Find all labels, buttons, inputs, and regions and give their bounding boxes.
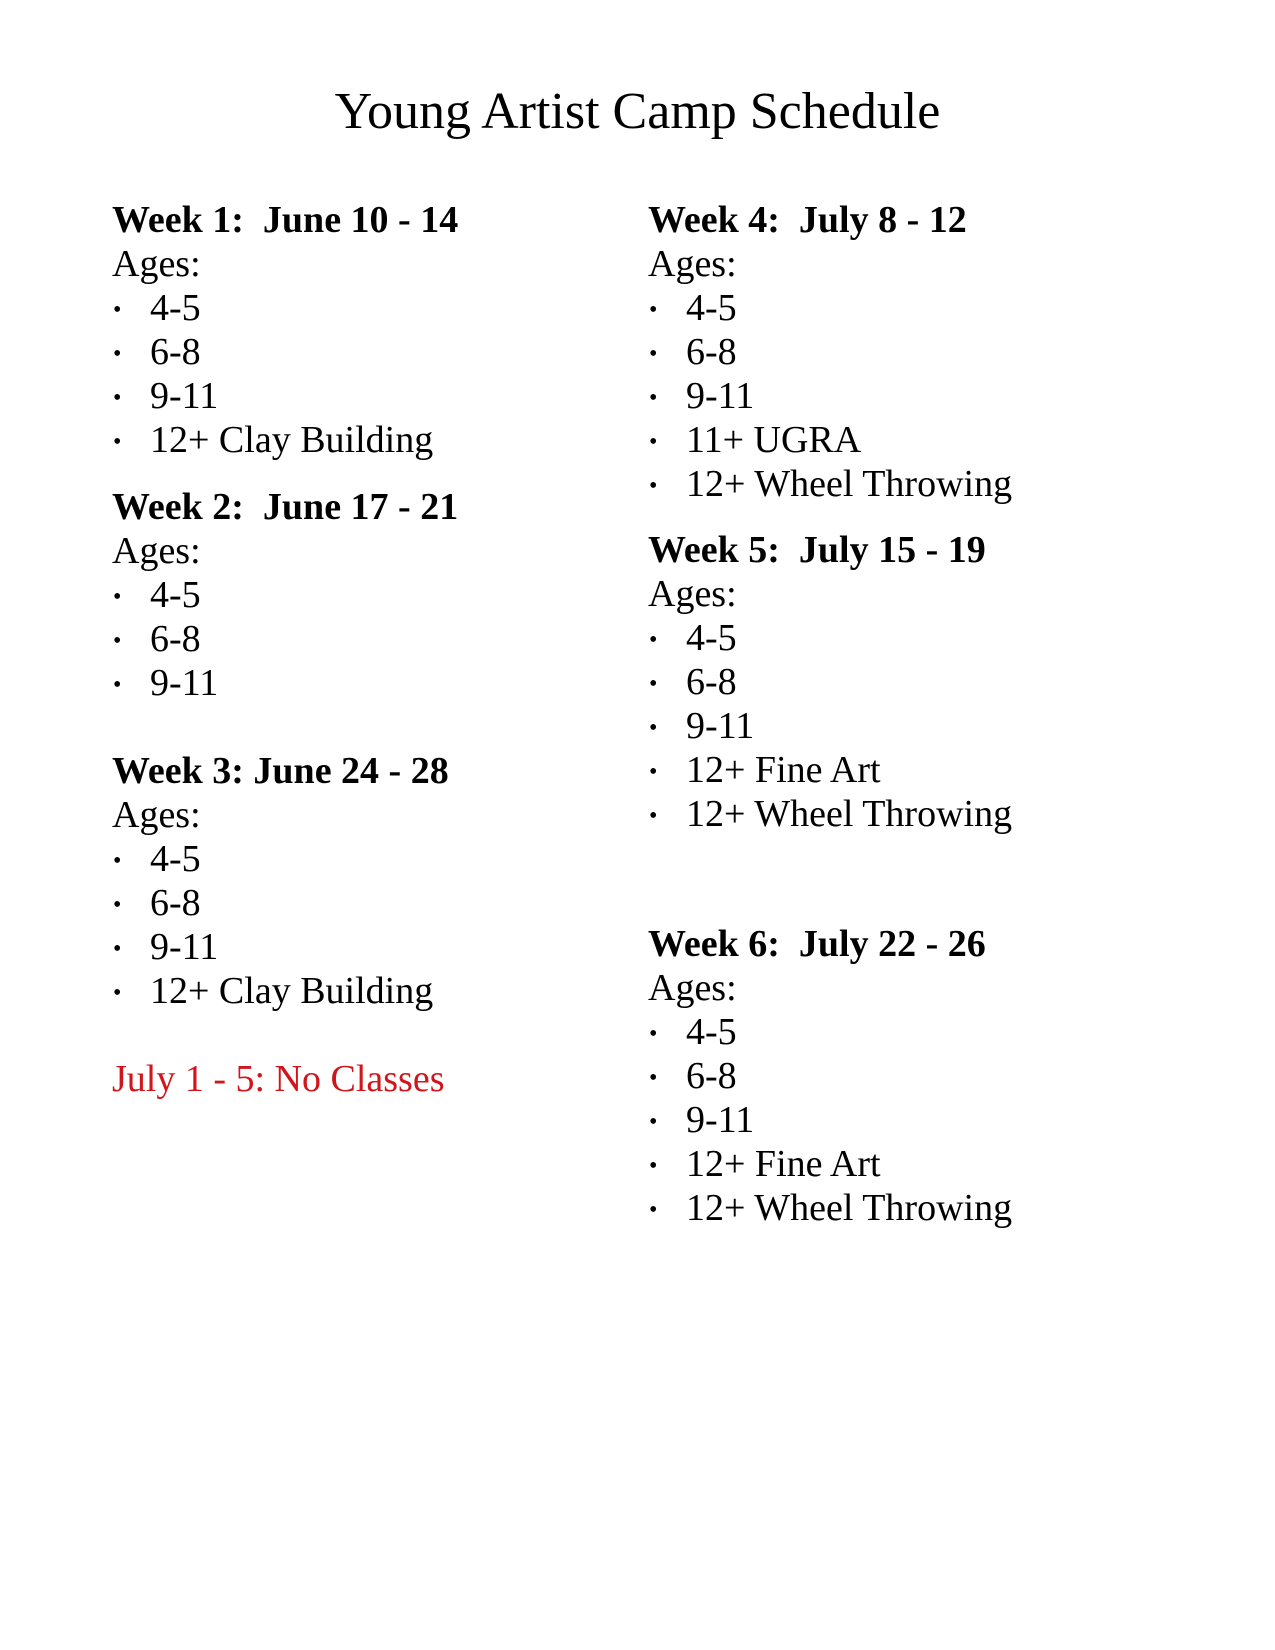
list-item xyxy=(648,462,1208,506)
week-1-heading: Week 1: June 10 - 14 xyxy=(112,199,459,241)
list-item xyxy=(648,1098,1208,1142)
bullet-icon: • xyxy=(649,627,658,653)
age-group-label: 6-8 xyxy=(686,661,737,703)
spacer xyxy=(112,462,632,485)
spacer xyxy=(648,836,1208,922)
week-3-section xyxy=(112,749,632,1013)
week-3-heading: Week 3: June 24 - 28 xyxy=(112,750,449,792)
ages-label: Ages: xyxy=(112,794,201,836)
age-group-label: 6-8 xyxy=(150,618,201,660)
week-2-ages-list xyxy=(112,573,632,705)
bullet-icon: • xyxy=(649,297,658,323)
list-item xyxy=(648,704,1208,748)
bullet-icon: • xyxy=(649,385,658,411)
list-item xyxy=(648,418,1208,462)
list-item xyxy=(648,660,1208,704)
ages-label: Ages: xyxy=(648,243,737,285)
week-4-heading: Week 4: July 8 - 12 xyxy=(648,199,967,241)
week-2-heading: Week 2: June 17 - 21 xyxy=(112,486,459,528)
bullet-icon: • xyxy=(649,1197,658,1223)
list-item xyxy=(648,330,1208,374)
bullet-icon: • xyxy=(649,1021,658,1047)
age-group-label: 9-11 xyxy=(686,375,755,417)
list-item xyxy=(648,1142,1208,1186)
week-1-ages-list xyxy=(112,286,632,462)
bullet-icon: • xyxy=(113,628,122,654)
week-3-ages-list xyxy=(112,837,632,1013)
list-item xyxy=(112,573,632,617)
list-item xyxy=(648,616,1208,660)
left-column xyxy=(112,198,632,1101)
bullet-icon: • xyxy=(113,980,122,1006)
list-item xyxy=(112,661,632,705)
week-6-ages-list xyxy=(648,1010,1208,1230)
list-item xyxy=(648,1186,1208,1230)
bullet-icon: • xyxy=(649,715,658,741)
age-group-label: 4-5 xyxy=(686,1011,737,1053)
week-5-ages-list xyxy=(648,616,1208,836)
bullet-icon: • xyxy=(649,1109,658,1135)
bullet-icon: • xyxy=(113,672,122,698)
list-item xyxy=(112,837,632,881)
age-group-label: 6-8 xyxy=(150,331,201,373)
bullet-icon: • xyxy=(649,341,658,367)
list-item xyxy=(112,286,632,330)
week-2-section xyxy=(112,485,632,705)
age-group-label: 12+ Clay Building xyxy=(150,419,434,461)
week-4-section xyxy=(648,198,1208,506)
bullet-icon: • xyxy=(649,803,658,829)
list-item xyxy=(648,286,1208,330)
spacer xyxy=(112,705,632,749)
age-group-label: 11+ UGRA xyxy=(686,419,862,461)
list-item xyxy=(648,792,1208,836)
bullet-icon: • xyxy=(649,1065,658,1091)
age-group-label: 6-8 xyxy=(686,331,737,373)
bullet-icon: • xyxy=(113,429,122,455)
week-5-heading: Week 5: July 15 - 19 xyxy=(648,529,986,571)
list-item xyxy=(648,1010,1208,1054)
age-group-label: 9-11 xyxy=(150,662,219,704)
right-column xyxy=(648,198,1208,1230)
list-item xyxy=(112,330,632,374)
bullet-icon: • xyxy=(649,473,658,499)
age-group-label: 9-11 xyxy=(150,926,219,968)
bullet-icon: • xyxy=(113,297,122,323)
age-group-label: 9-11 xyxy=(686,1099,755,1141)
bullet-icon: • xyxy=(113,341,122,367)
list-item xyxy=(648,748,1208,792)
age-group-label: 12+ Clay Building xyxy=(150,970,434,1012)
list-item xyxy=(648,1054,1208,1098)
age-group-label: 12+ Fine Art xyxy=(686,1143,881,1185)
week-4-ages-list xyxy=(648,286,1208,506)
list-item xyxy=(112,617,632,661)
age-group-label: 4-5 xyxy=(686,617,737,659)
age-group-label: 12+ Wheel Throwing xyxy=(686,463,1013,505)
list-item xyxy=(112,374,632,418)
age-group-label: 6-8 xyxy=(150,882,201,924)
age-group-label: 12+ Wheel Throwing xyxy=(686,793,1013,835)
bullet-icon: • xyxy=(113,848,122,874)
bullet-icon: • xyxy=(113,584,122,610)
ages-label: Ages: xyxy=(648,573,737,615)
bullet-icon: • xyxy=(113,936,122,962)
ages-label: Ages: xyxy=(648,967,737,1009)
age-group-label: 4-5 xyxy=(150,574,201,616)
list-item xyxy=(112,418,632,462)
age-group-label: 4-5 xyxy=(686,287,737,329)
age-group-label: 4-5 xyxy=(150,838,201,880)
age-group-label: 6-8 xyxy=(686,1055,737,1097)
ages-label: Ages: xyxy=(112,243,201,285)
week-5-section xyxy=(648,528,1208,836)
ages-label: Ages: xyxy=(112,530,201,572)
page-title: Young Artist Camp Schedule xyxy=(334,83,941,140)
list-item xyxy=(648,374,1208,418)
bullet-icon: • xyxy=(649,759,658,785)
week-1-section xyxy=(112,198,632,462)
list-item xyxy=(112,881,632,925)
spacer xyxy=(112,1013,632,1057)
week-6-heading: Week 6: July 22 - 26 xyxy=(648,923,986,965)
bullet-icon: • xyxy=(649,429,658,455)
age-group-label: 9-11 xyxy=(686,705,755,747)
bullet-icon: • xyxy=(649,671,658,697)
bullet-icon: • xyxy=(113,892,122,918)
age-group-label: 12+ Fine Art xyxy=(686,749,881,791)
no-classes-notice: July 1 - 5: No Classes xyxy=(112,1058,445,1100)
age-group-label: 12+ Wheel Throwing xyxy=(686,1187,1013,1229)
bullet-icon: • xyxy=(113,385,122,411)
list-item xyxy=(112,969,632,1013)
list-item xyxy=(112,925,632,969)
age-group-label: 4-5 xyxy=(150,287,201,329)
age-group-label: 9-11 xyxy=(150,375,219,417)
spacer xyxy=(648,506,1208,528)
bullet-icon: • xyxy=(649,1153,658,1179)
week-6-section xyxy=(648,922,1208,1230)
